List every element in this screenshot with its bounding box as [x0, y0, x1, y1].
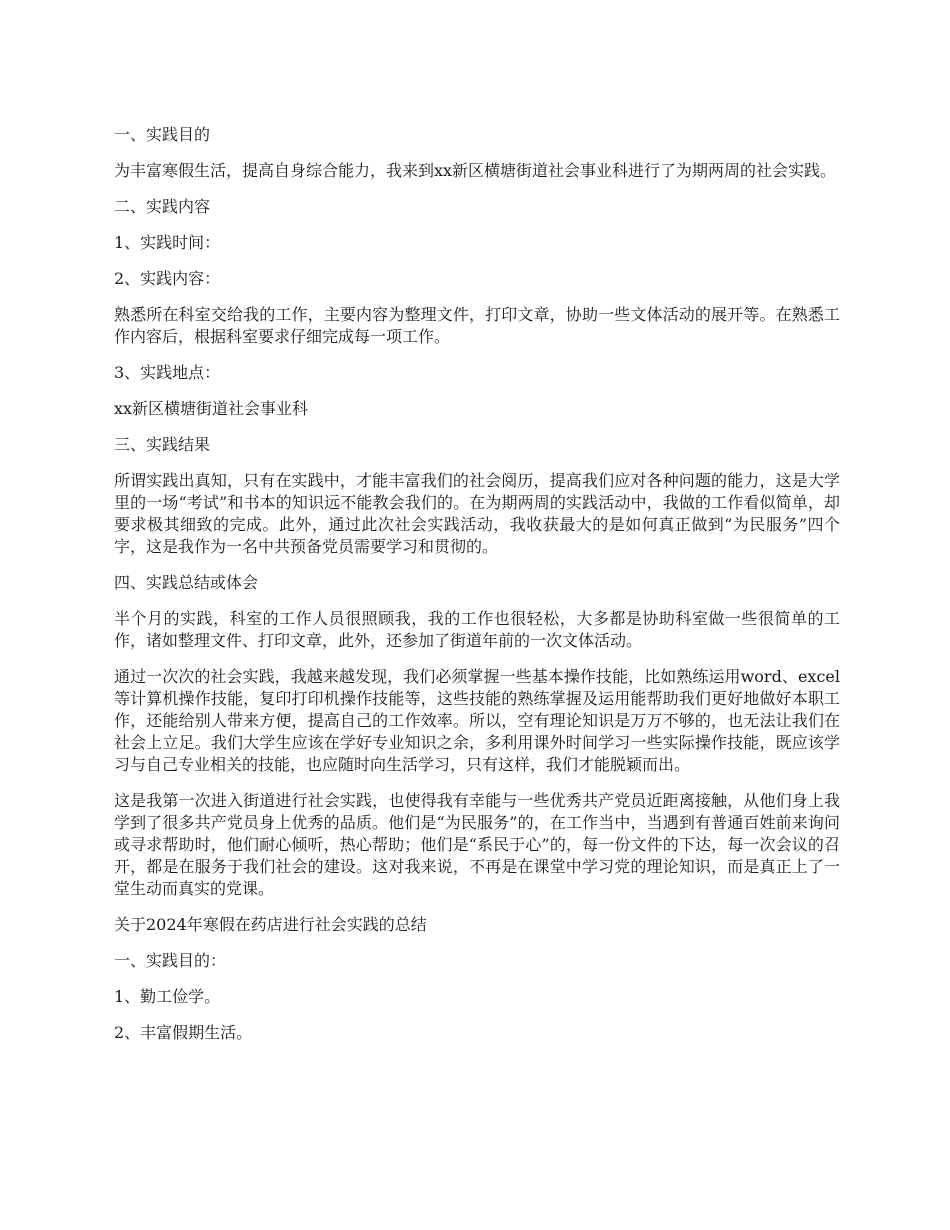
heading-practice-content: 二、实践内容	[114, 197, 211, 216]
item-enrich-holiday: 2、丰富假期生活。	[114, 1023, 253, 1042]
paragraph-content-text: 熟悉所在科室交给我的工作，主要内容为整理文件，打印文章，协助一些文体活动的展开等。在熟悉工作内容后，根据科室要求仔细完成每一项工作。	[114, 305, 840, 346]
item-practice-content: 2、实践内容：	[114, 269, 221, 288]
paragraph-summary-2: 通过一次次的社会实践，我越来越发现，我们必须掌握一些基本操作技能，比如熟练运用word、excel等计算机操作技能，复印打印机操作技能等，这些技能的熟练掌握及运用能帮助我们更好地做好本职工作，还能给别人带来方便，提高自己的工作效率。所以，空有理论知识是万万不够的，也无法让我们在社会上立足。我们大学生应该在学好专业知识之余，多利用课外时间学习一些实际操作技能，既应该学习与自己专业相关的技能，也应随时向生活学习，只有这样，我们才能脱颖而出。	[114, 667, 840, 774]
heading-practice-result: 三、实践结果	[114, 435, 211, 454]
paragraph-summary-1: 半个月的实践，科室的工作人员很照顾我，我的工作也很轻松，大多都是协助科室做一些很简单的工作，诸如整理文件、打印文章，此外，还参加了街道年前的一次文体活动。	[114, 609, 840, 650]
item-practice-time: 1、实践时间：	[114, 233, 221, 252]
heading-pharmacy-purpose: 一、实践目的：	[114, 951, 227, 970]
paragraph-result-text: 所谓实践出真知，只有在实践中，才能丰富我们的社会阅历，提高我们应对各种问题的能力，这是大学里的一场“考试”和书本的知识远不能教会我们的。在为期两周的实践活动中，我做的工作看似简单，却要求极其细致的完成。此外，通过此次社会实践活动，我收获最大的是如何真正做到“为民服务”四个字，这是我作为一名中共预备党员需要学习和贯彻的。	[114, 471, 840, 556]
heading-summary: 四、实践总结或体会	[114, 573, 259, 592]
paragraph-location-text: xx新区横塘街道社会事业科	[114, 399, 309, 418]
item-practice-location: 3、实践地点：	[114, 363, 221, 382]
paragraph-summary-3: 这是我第一次进入街道进行社会实践，也使得我有幸能与一些优秀共产党员近距离接触，从他们身上我学到了很多共产党员身上优秀的品质。他们是“为民服务”的，在工作当中，当遇到有普通百姓前来询问或寻求帮助时，他们耐心倾听，热心帮助；他们是“系民于心”的，每一份文件的下达，每一次会议的召开，都是在服务于我们社会的建设。这对我来说，不再是在课堂中学习党的理论知识，而是真正上了一堂生动而真实的党课。	[114, 791, 840, 898]
heading-pharmacy-summary: 关于2024年寒假在药店进行社会实践的总结	[114, 915, 427, 934]
item-work-study: 1、勤工俭学。	[114, 987, 221, 1006]
paragraph-purpose-text: 为丰富寒假生活，提高自身综合能力，我来到xx新区横塘街道社会事业科进行了为期两周的社会实践。	[114, 161, 837, 180]
heading-practice-purpose: 一、实践目的	[114, 125, 211, 144]
